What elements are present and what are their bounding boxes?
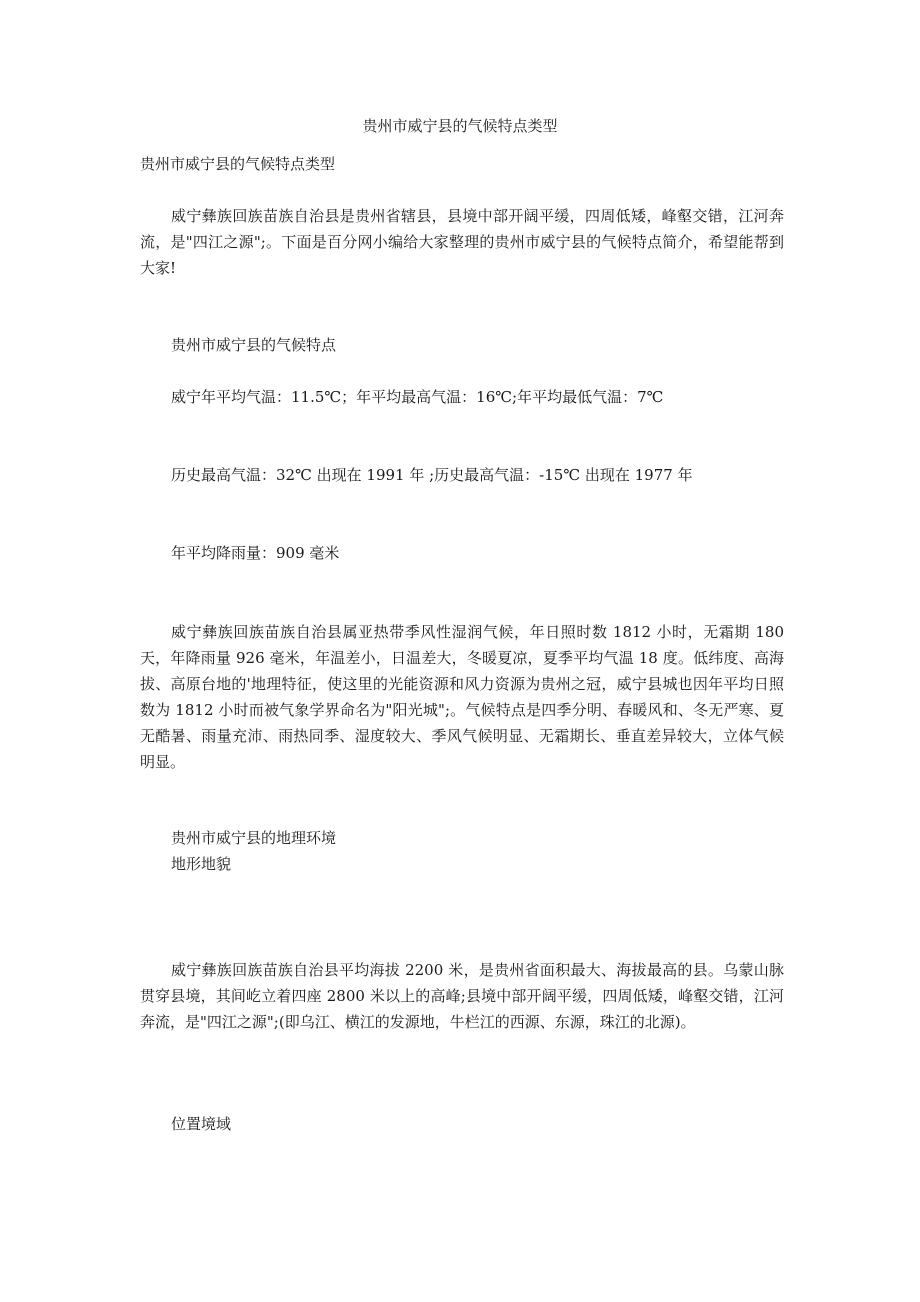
location-heading: 位置境域 [171, 1115, 232, 1133]
landform-paragraph: 威宁彝族回族苗族自治县平均海拔 2200 米，是贵州省面积最大、海拔最高的县。乌蒙山脉贯穿县境，其间屹立着四座 2800 米以上的高峰;县境中部开阔平缓，四周低矮，峰壑交错，江河奔流，是"四江之源";(即乌江、横江的发源地，牛栏江的西源、东源，珠江的北源)。 [140, 961, 784, 1031]
document-subtitle: 贵州市威宁县的气候特点类型 [140, 155, 336, 173]
temperature-line: 威宁年平均气温：11.5℃；年平均最高气温：16℃;年平均最低气温：7℃ [171, 388, 664, 406]
geography-section-heading: 贵州市威宁县的地理环境 [171, 829, 337, 847]
climate-paragraph: 威宁彝族回族苗族自治县属亚热带季风性湿润气候，年日照时数 1812 小时，无霜期 180 天，年降雨量 926 毫米，年温差小，日温差大，冬暖夏凉，夏季平均气温 18 度。低纬度、高海拔、高原台地的'地理特征，使这里的光能资源和风力资源为贵州之冠，威宁县城也因年平均日照数为 1812 小时而被气象学界命名为"阳光城";。气候特点是四季分明、春暖风和、冬无严寒、夏无酷暑、雨量充沛、雨热同季、湿度较大、季风气候明显、无霜期长、垂直差异较大，立体气候明显。 [140, 623, 784, 771]
history-temperature-line: 历史最高气温：32℃ 出现在 1991 年 ;历史最高气温：-15℃ 出现在 1977 年 [171, 466, 693, 484]
rainfall-line: 年平均降雨量：909 毫米 [171, 544, 340, 562]
climate-section-heading: 贵州市威宁县的气候特点 [171, 336, 337, 354]
landform-heading: 地形地貌 [171, 855, 232, 873]
intro-paragraph: 威宁彝族回族苗族自治县是贵州省辖县，县境中部开阔平缓，四周低矮，峰壑交错，江河奔流，是"四江之源";。下面是百分网小编给大家整理的贵州市威宁县的气候特点简介，希望能帮到大家! [140, 207, 784, 277]
document-title: 贵州市威宁县的气候特点类型 [362, 117, 558, 135]
